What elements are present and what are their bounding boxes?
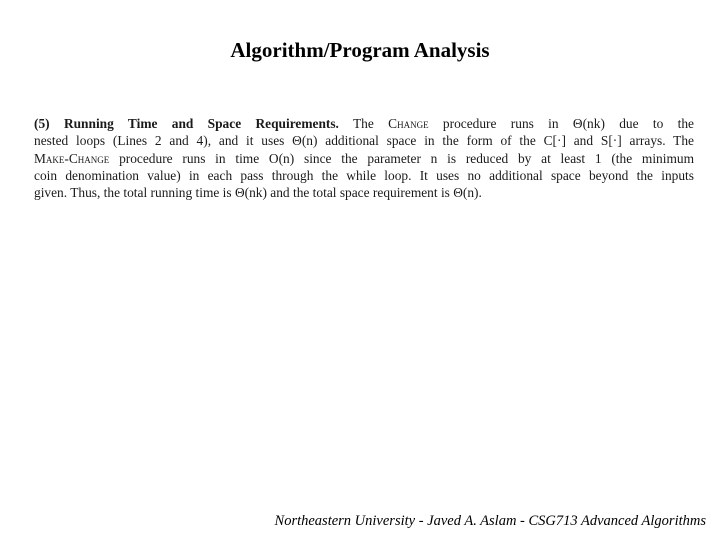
footer-credit: Northeastern University - Javed A. Aslam - CSG713 Advanced Algorithms (274, 513, 706, 529)
body-line-1 (34, 115, 694, 132)
make-change-procedure-name: Make-Change (34, 150, 110, 166)
body-line-1-post: procedure runs in Θ(nk) due to the (428, 116, 694, 131)
body-line-2: nested loops (Lines 2 and 4), and it uses Θ(n) additional space in the form of the C[·] and S[·] arrays. The (34, 133, 694, 149)
body-line-5: given. Thus, the total running time is Θ(nk) and the total space requirement is Θ(n). (34, 185, 482, 201)
change-procedure-name: Change (388, 116, 429, 131)
body-line-3 (34, 150, 694, 167)
body-line-1-pre: The (338, 116, 389, 131)
body-paragraph (34, 115, 694, 201)
body-line-3-post: procedure runs in time O(n) since the parameter n is reduced by at least 1 (the minimum (109, 150, 694, 166)
body-line-4: coin denomination value) in each pass through the while loop. It uses no additional space beyond the inputs (34, 167, 694, 183)
section-heading: (5) Running Time and Space Requirements. (34, 116, 339, 131)
slide-title: Algorithm/Program Analysis (230, 38, 490, 62)
